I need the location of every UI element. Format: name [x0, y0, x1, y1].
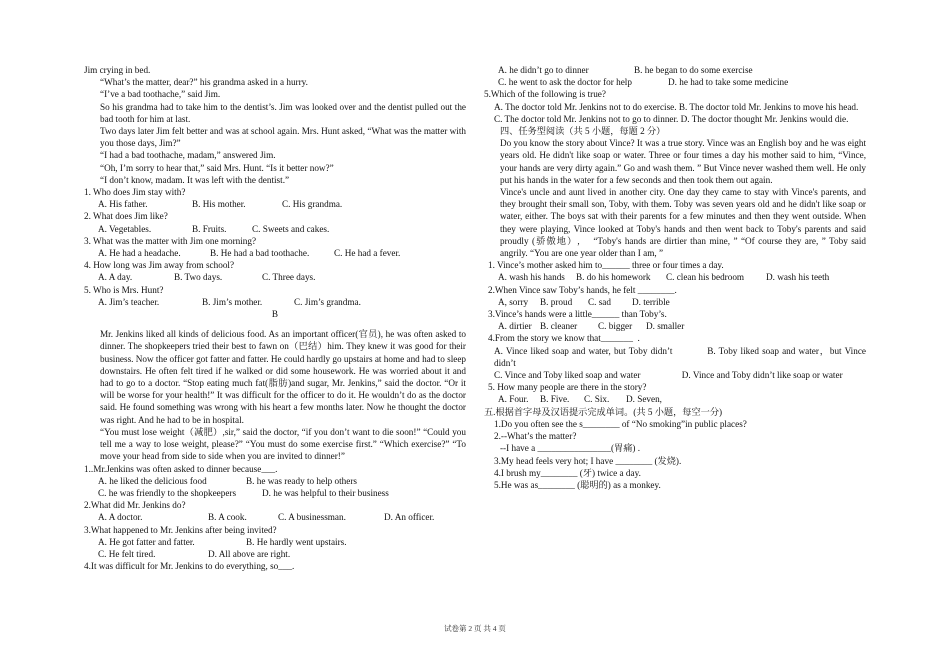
section4-title: 四、任务型阅读（共 5 小题，每题 2 分） [500, 126, 666, 137]
option: C. His grandma. [282, 199, 343, 210]
option: C. Jim’s grandma. [294, 296, 361, 307]
option: D. smaller [646, 321, 685, 332]
option: B. Five. [540, 394, 570, 405]
fill-line: --I have a ________________(胃痛) . [500, 443, 641, 454]
option: C. Six. [584, 394, 610, 405]
options-a1 [84, 198, 466, 210]
question-b4: 4.It was difficult for Mr. Jenkins to do everything, so___. [84, 561, 295, 572]
option: D. All above are right. [208, 548, 291, 559]
question-b1: 1..Mr.Jenkins was often asked to dinner because___. [84, 463, 278, 474]
option: B. He had a bad toothache. [210, 248, 310, 259]
right-column [484, 64, 866, 491]
question-a3: 3. What was the matter with Jim one morning? [84, 235, 257, 246]
option: B. He hardly went upstairs. [246, 536, 347, 547]
option: A. he didn’t go to dinner [498, 65, 589, 75]
options-b1-cd [84, 487, 466, 499]
question-c2: 2.When Vince saw Toby’s hands, he felt ________. [488, 284, 677, 295]
option: A, sorry [498, 296, 529, 307]
options-b2 [84, 511, 466, 523]
option: B. do his homework [576, 272, 651, 283]
story-c-paragraph: Do you know the story about Vince? It was a true story. Vince was an English boy and he was eight years old. He didn't like soap or water. Three or four times a day his mother said to him, “Vince, your hands are very dirty again.” Go and wash them. ” But Vince never washed them well. He only put his hands in the water for a few seconds and then took them out again. [500, 138, 866, 185]
option: D. Seven, [626, 394, 662, 405]
story-a-line: “I don’t know, madam. It was left with the dentist.” [100, 174, 290, 185]
question-a1: 1. Who does Jim stay with? [84, 187, 186, 198]
story-a-line: “I’ve a bad toothache,” said Jim. [100, 89, 221, 100]
fill-line: 4.I brush my________ (牙) twice a day. [494, 467, 641, 478]
question-c3: 3.Vince’s hands were a little______ than Toby’s. [488, 309, 667, 320]
story-a-line: “Oh, I’m sorry to hear that,” said Mrs. Hunt. “Is it better now?” [100, 162, 334, 173]
option: D. terrible [632, 296, 670, 307]
options-c4-ab: A. Vince liked soap and water, but Toby didn’t B. Toby liked soap and water，but Vince didn’t [494, 345, 866, 368]
options-a5 [84, 296, 466, 308]
story-b-paragraph: Mr. Jenkins liked all kinds of delicious food. As an important officer(官员), he was often asked to dinner. The shopkeepers tried their best to fawn on（巴结）him. They knew it was good for their business. Now the officer got fatter and fatter. He could hardly go upstairs at home and had to sleep downstairs. He often felt tired if he walked or did some housework. He was worried about it and had to go to a doctor. “Stop eating much fat(脂肪)and sugar, Mr. Jenkins,” said the doctor. “Or it will be worse for your health!” It was difficult for the officer to do it. He wouldn’t do as the doctor said. He found something was wrong with his heart a few months later. Now he thought the doctor was right. And he had to be in hospital. [100, 329, 466, 425]
left-column [84, 64, 466, 572]
option: C. sad [588, 296, 611, 307]
option: A. dirtier [498, 321, 532, 332]
question-a5: 5. Who is Mrs. Hunt? [84, 284, 164, 295]
option: B. Two days. [174, 272, 223, 283]
question-b5: 5.Which of the following is true? [484, 89, 606, 100]
option: D. he was helpful to their business [262, 487, 389, 498]
question-c5: 5. How many people are there in the story? [488, 382, 647, 393]
story-a-line: “I had a bad toothache, madam,” answered Jim. [100, 150, 276, 161]
options-a3 [84, 247, 466, 259]
options-c1 [484, 271, 866, 283]
fill-line: 2.--What’s the matter? [494, 431, 577, 442]
option: A. Vegetables. [98, 223, 152, 234]
page-footer: 试卷第 2 页 共 4 页 [444, 624, 506, 633]
options-a2 [84, 223, 466, 235]
option: A. he liked the delicious food [98, 475, 207, 486]
options-a4 [84, 271, 466, 283]
option: A. His father. [98, 199, 148, 210]
options-c3 [484, 320, 866, 332]
fill-line: 5.He was as________ (聪明的) as a monkey. [494, 479, 661, 490]
option: A. A day. [98, 272, 133, 283]
options-c5 [484, 393, 866, 405]
option: C. bigger [598, 321, 633, 332]
option: B. cleaner [540, 321, 578, 332]
option: C. He had a fever. [334, 248, 401, 259]
story-c-paragraph: Vince's uncle and aunt lived in another city. One day they came to stay with Vince's parents, and they brought their small son, Toby, with them. Toby was seven years old and he didn't like soap or water, either. The boys sat with their parents for a few minutes and then they went outside. When they were playing, Vince looked at Toby's hands and then went back to Toby's parents and said proudly (骄傲地）, “Toby's hands are dirtier than mine, ” “Of course they are, ” Toby said angrily. “You are one year older than I am, ” [500, 187, 866, 259]
question-b3: 3.What happened to Mr. Jenkins after being invited? [84, 524, 277, 535]
option: B. A cook. [208, 512, 247, 523]
option: C. clean his bedroom [666, 272, 745, 283]
story-a-paragraph: So his grandma had to take him to the dentist’s. Jim was looked over and the dentist pulled out the bad tooth for him at last. [100, 101, 466, 124]
fill-line: 3.My head feels very hot; I have ________ (发烧). [494, 455, 682, 466]
options-b1 [84, 475, 466, 487]
option: A. A doctor. [98, 512, 143, 523]
option: C. Sweets and cakes. [252, 223, 330, 234]
option: A. wash his hands [498, 272, 565, 283]
fill-line: 1.Do you often see the s________ of “No smoking”in public places? [494, 418, 747, 429]
story-a-paragraph: Two days later Jim felt better and was at school again. Mrs. Hunt asked, “What was the matter with you those days, Jim?” [100, 126, 466, 149]
option: C. he went to ask the doctor for help [498, 77, 632, 88]
options-b4 [484, 64, 866, 76]
option: B. proud [540, 296, 573, 307]
question-a4: 4. How long was Jim away from school? [84, 260, 235, 271]
question-c4: 4.From the story we know that_______ . [488, 333, 640, 344]
option: B. he began to do some exercise [634, 65, 753, 75]
question-a2: 2. What does Jim like? [84, 211, 168, 222]
option: B. Fruits. [192, 223, 227, 234]
option: D. wash his teeth [766, 272, 830, 283]
option: D. he had to take some medicine [668, 77, 789, 88]
options-b5-cd: C. The doctor told Mr. Jenkins not to go to dinner. D. The doctor thought Mr. Jenkins would die. [494, 113, 849, 124]
option: A. Four. [498, 394, 529, 405]
option: B. His mother. [192, 199, 246, 210]
option: C. A businessman. [278, 512, 346, 523]
story-a-line: Jim crying in bed. [84, 65, 151, 75]
options-b3-cd [84, 548, 466, 560]
option: B. Jim’s mother. [202, 296, 263, 307]
option: D. An officer. [384, 512, 435, 523]
section5-title: 五.根据首字母及汉语提示完成单词。(共 5 小题，每空一分) [484, 406, 723, 417]
option: A. Jim’s teacher. [98, 296, 160, 307]
options-c2 [484, 296, 866, 308]
option: A. He had a headache. [98, 248, 181, 259]
option: A. He got fatter and fatter. [98, 536, 195, 547]
story-b-paragraph: “You must lose weight（减肥）,sir,” said the doctor, “if you don’t want to die soon!” “Could you tell me a way to lose weight, please?” “You must do some exercise first.” “Which exercise?” “To move your head from side to side when you are invited to dinner!” [100, 426, 466, 462]
options-c4-cd: C. Vince and Toby liked soap and water D. Vince and Toby didn’t like soap or water [494, 370, 843, 381]
story-a-line: “What’s the matter, dear?” his grandma asked in a hurry. [100, 77, 308, 88]
options-b5-ab: A. The doctor told Mr. Jenkins not to do exercise. B. The doctor told Mr. Jenkins to move his head. [494, 101, 859, 112]
option: B. he was ready to help others [246, 475, 357, 486]
option: C. he was friendly to the shopkeepers [98, 487, 237, 498]
option: C. Three days. [262, 272, 316, 283]
question-c1: 1. Vince’s mother asked him to______ three or four times a day. [488, 260, 724, 271]
option: C. He felt tired. [98, 548, 156, 559]
section-b-label: B [271, 309, 279, 320]
options-b4-cd [484, 76, 866, 88]
options-b3 [84, 536, 466, 548]
question-b2: 2.What did Mr. Jenkins do? [84, 500, 186, 511]
